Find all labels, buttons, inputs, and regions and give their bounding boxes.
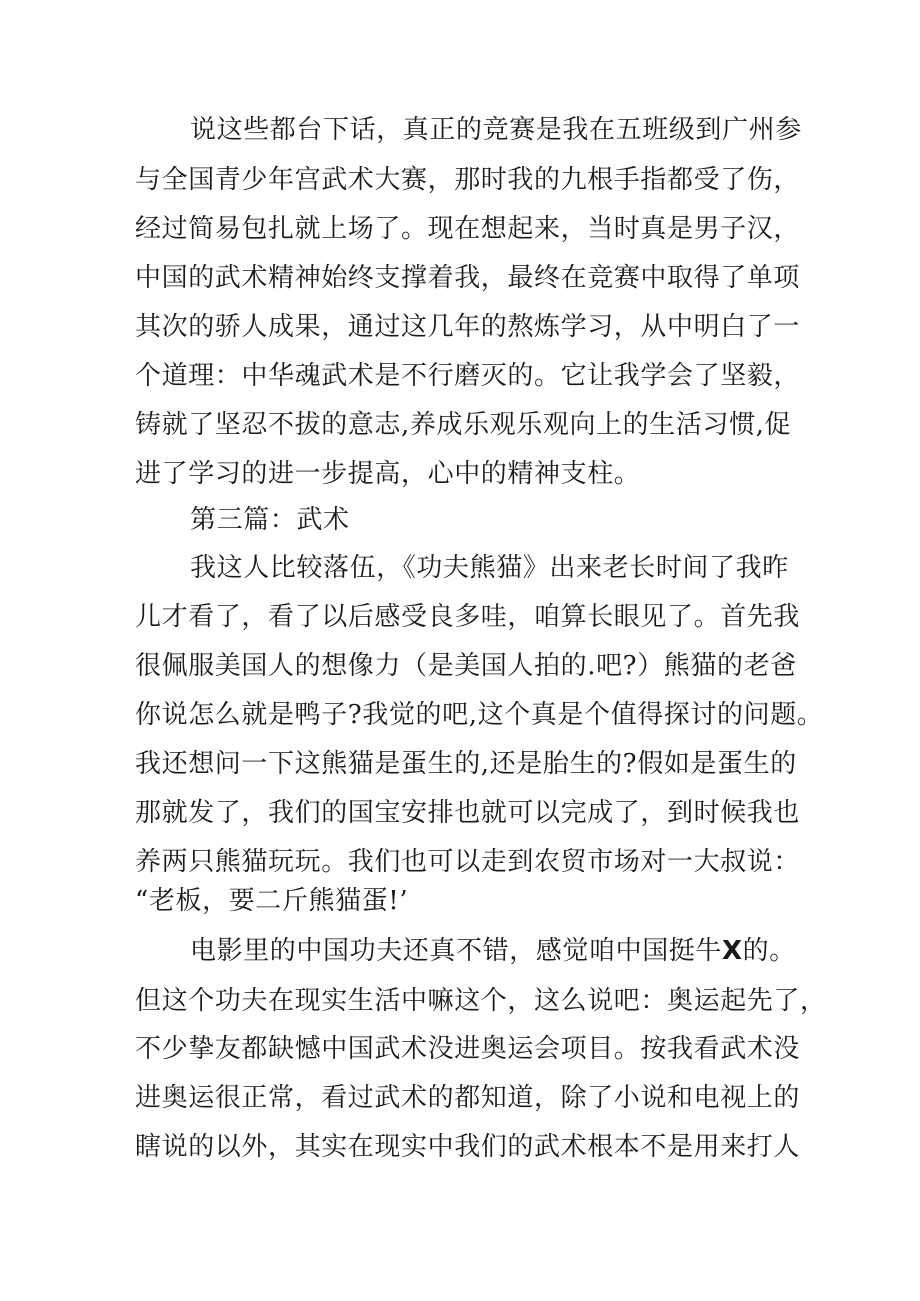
paragraph-line: 瞎说的以外，其实在现实中我们的武术根本不是用来打人 (135, 1132, 801, 1162)
paragraph-line: 与全国青少年宫武术大赛，那时我的九根手指都受了伤， (135, 165, 801, 195)
paragraph-line: 我这人比较落伍，《功夫熊猫》出来老长时间了我昨 (190, 553, 789, 583)
paragraph-line: 不少挚友都缺憾中国武术没进奥运会项目。按我看武术没 (135, 1034, 801, 1064)
paragraph-line: 其次的骄人成果，通过这几年的熬炼学习，从中明白了一 (135, 312, 801, 342)
paragraph-line: 说这些都台下话，真正的竞赛是我在五班级到广州参 (190, 115, 802, 145)
line-text: 电影里的中国功夫还真不错，感觉咱中国挺牛 (190, 936, 723, 966)
paragraph-line: 进了学习的进一步提高，心中的精神支柱。 (135, 459, 641, 489)
paragraph-line: 但这个功夫在现实生活中嘛这个，这么说吧：奥运起先了， (135, 986, 827, 1016)
paragraph-line: 很佩服美国人的想像力（是美国人拍的.吧?）熊猫的老爸 (135, 651, 797, 681)
paragraph-line: 经过简易包扎就上场了。现在想起来，当时真是男子汉， (135, 214, 801, 244)
paragraph-line: 我还想问一下这熊猫是蛋生的,还是胎生的?假如是蛋生的 (135, 749, 797, 779)
paragraph-line: 铸就了坚忍不拔的意志,养成乐观乐观向上的生活习惯,促 (135, 410, 792, 440)
line-text: 的。 (742, 936, 796, 966)
paragraph-line: 儿才看了，看了以后感受良多哇，咱算长眼见了。首先我 (135, 602, 801, 632)
paragraph-line: 个道理：中华魂武术是不行磨灭的。它让我学会了坚毅， (135, 361, 801, 391)
paragraph-line: 中国的武术精神始终支撑着我，最终在竞赛中取得了单项 (135, 263, 801, 293)
section-heading: 第三篇：武术 (190, 505, 350, 535)
paragraph-line: “老板，要二斤熊猫蛋!’ (135, 886, 409, 916)
censored-mark: X (722, 936, 743, 966)
paragraph-line: 进奥运很正常，看过武术的都知道，除了小说和电视上的 (135, 1083, 801, 1113)
paragraph-line (190, 934, 870, 968)
paragraph-line: 你说怎么就是鸭子?我觉的吧,这个真是个值得探讨的问题。 (135, 700, 824, 730)
paragraph-line: 养两只熊猫玩玩。我们也可以走到农贸市场对一大叔说： (135, 847, 801, 877)
paragraph-line: 那就发了，我们的国宝安排也就可以完成了，到时候我也 (135, 798, 801, 828)
